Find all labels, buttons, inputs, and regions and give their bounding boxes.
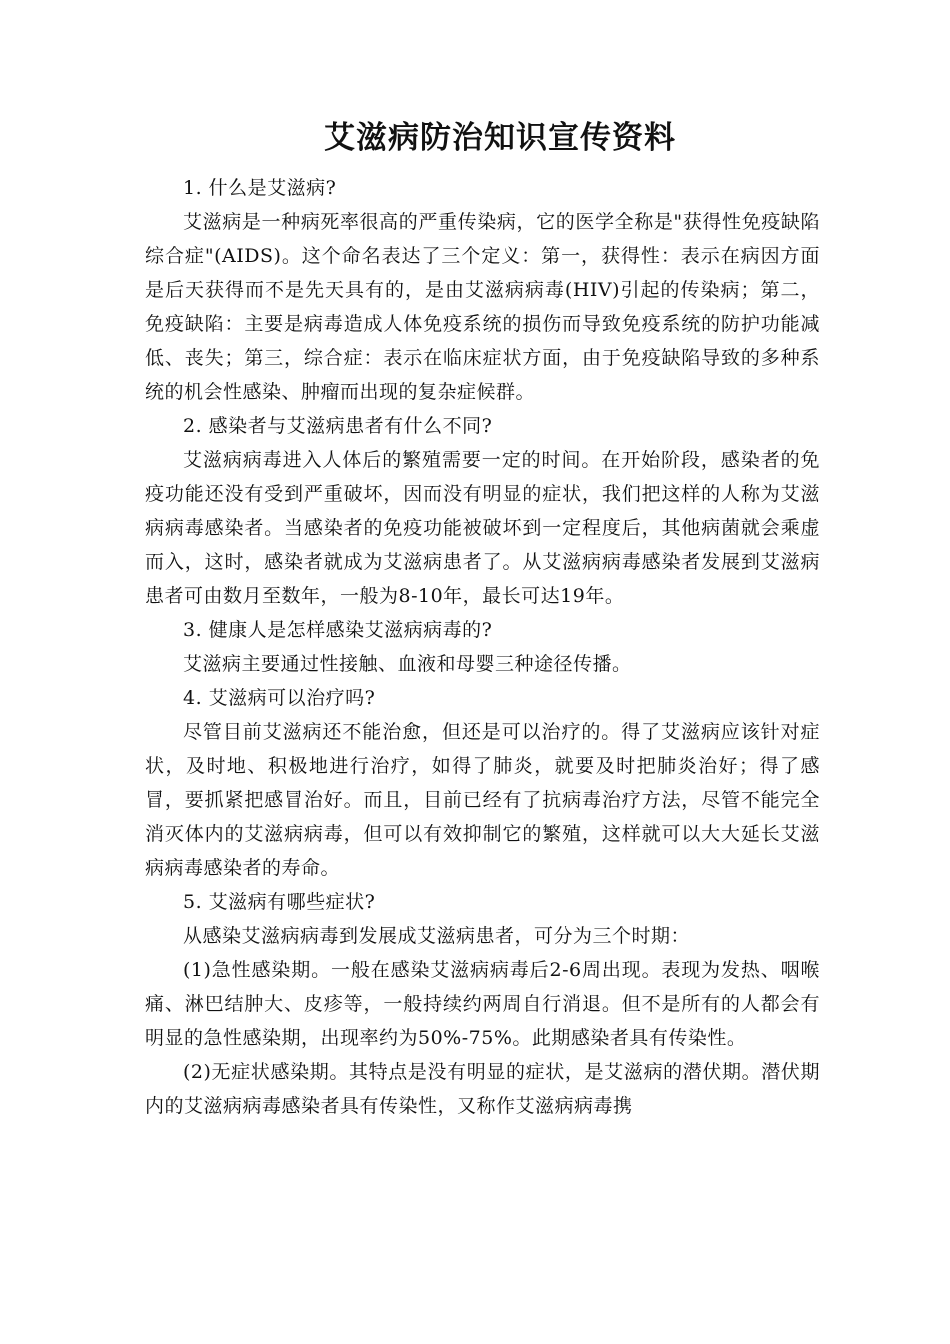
document-body [145,171,820,1123]
answer-5-stage-1: (1)急性感染期。一般在感染艾滋病病毒后2-6周出现。表现为发热、咽喉痛、淋巴结肿大、皮疹等，一般持续约两周自行消退。但不是所有的人都会有明显的急性感染期，出现率约为50%-75%。此期感染者具有传染性。 [145,959,820,1049]
question-4: 4. 艾滋病可以治疗吗? [183,687,376,709]
answer-4: 尽管目前艾滋病还不能治愈，但还是可以治疗的。得了艾滋病应该针对症状，及时地、积极地进行治疗，如得了肺炎，就要及时把肺炎治好；得了感冒，要抓紧把感冒治好。而且，目前已经有了抗病毒治疗方法，尽管不能完全消灭体内的艾滋病病毒，但可以有效抑制它的繁殖，这样就可以大大延长艾滋病病毒感染者的寿命。 [145,721,820,879]
answer-5-intro: 从感染艾滋病病毒到发展成艾滋病患者，可分为三个时期： [183,925,691,947]
answer-5-stage-2: (2)无症状感染期。其特点是没有明显的症状，是艾滋病的潜伏期。潜伏期内的艾滋病病毒感染者具有传染性，又称作艾滋病病毒携 [145,1061,820,1117]
document-title: 艾滋病防治知识宣传资料 [324,120,676,156]
question-5: 5. 艾滋病有哪些症状? [183,891,376,913]
question-3: 3. 健康人是怎样感染艾滋病病毒的? [183,619,493,641]
question-2: 2. 感染者与艾滋病患者有什么不同? [183,415,493,437]
question-1: 1. 什么是艾滋病? [183,177,337,199]
answer-3: 艾滋病主要通过性接触、血液和母婴三种途径传播。 [183,653,632,675]
answer-2: 艾滋病病毒进入人体后的繁殖需要一定的时间。在开始阶段，感染者的免疫功能还没有受到严重破坏，因而没有明显的症状，我们把这样的人称为艾滋病病毒感染者。当感染者的免疫功能被破坏到一定程度后，其他病菌就会乘虚而入，这时，感染者就成为艾滋病患者了。从艾滋病病毒感染者发展到艾滋病患者可由数月至数年，一般为8-10年，最长可达19年。 [145,449,820,607]
answer-1: 艾滋病是一种病死率很高的严重传染病，它的医学全称是"获得性免疫缺陷综合症"(AIDS)。这个命名表达了三个定义：第一，获得性：表示在病因方面是后天获得而不是先天具有的，是由艾滋病病毒(HIV)引起的传染病；第二，免疫缺陷：主要是病毒造成人体免疫系统的损伤而导致免疫系统的防护功能减低、丧失；第三，综合症：表示在临床症状方面，由于免疫缺陷导致的多种系统的机会性感染、肿瘤而出现的复杂症候群。 [145,211,820,403]
